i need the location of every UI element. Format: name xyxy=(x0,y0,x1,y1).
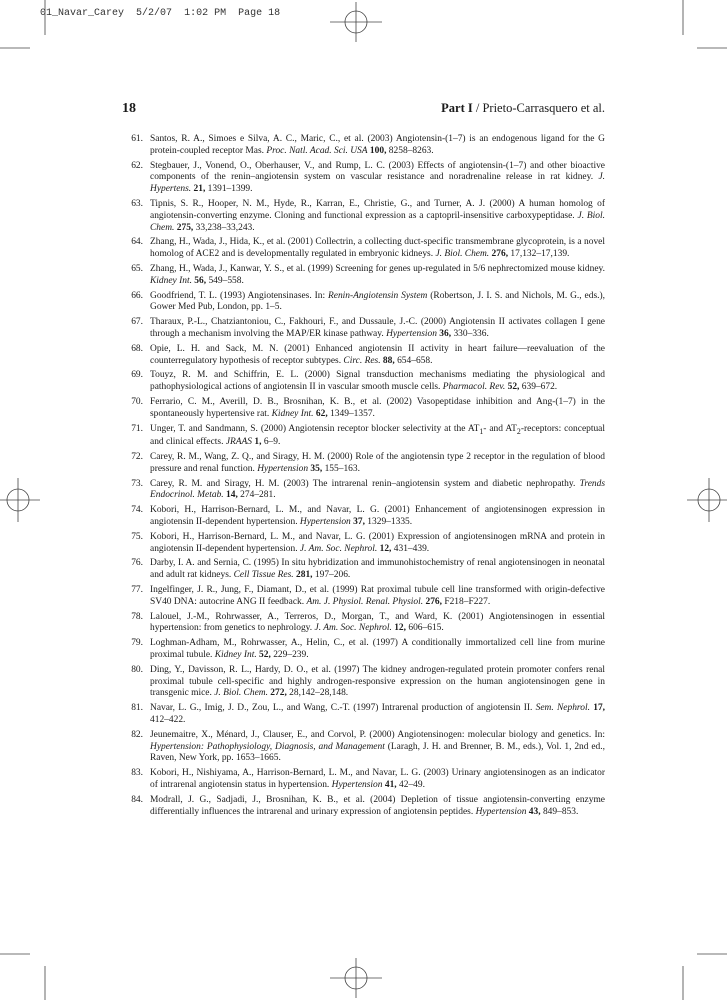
reference-item xyxy=(122,558,605,582)
reference-fragment: Lalouel, J.-M., Rohrwasser, A., Terreros, D., Morgan, T., and Ward, K. (2001) Angiotensinogen in essential hypertension: from genetics to nephrology. xyxy=(150,611,605,634)
reference-item xyxy=(122,424,605,449)
reference-fragment: Goodfriend, T. L. (1993) Angiotensinases. In: xyxy=(150,290,328,301)
reference-item xyxy=(122,612,605,636)
reference-fragment: Carey, R. M. and Siragy, H. M. (2003) The intrarenal renin–angiotensin system and diabetic nephropathy. xyxy=(150,478,580,489)
reference-item xyxy=(122,532,605,556)
reference-text xyxy=(150,370,605,394)
volume-number: 100, xyxy=(369,145,387,156)
journal-title: Hypertension xyxy=(299,517,351,527)
reference-number: 80. xyxy=(131,664,143,675)
reference-number: 73. xyxy=(131,478,143,489)
journal-title: Kidney Int. xyxy=(150,275,192,286)
reference-fragment: 197–206. xyxy=(312,570,351,581)
reference-item xyxy=(122,161,605,196)
journal-title: Am. J. Physiol. Renal. Physiol. xyxy=(306,596,424,607)
reference-fragment: Navar, L. G., Imig, J. D., Zou, L., and Wang, C.-T. (1997) Intrarenal production of angiotensin II. xyxy=(150,703,536,714)
volume-number: 37, xyxy=(353,517,365,527)
registration-mark-right xyxy=(687,478,727,522)
reference-fragment: Tipnis, S. R., Hooper, N. M., Hyde, R., Karran, E., Christie, G., and Turner, A. J. (2000) A human homolog of angiotensin-converting enzyme. Cloning and functional expression as a captopril-insensitive carboxypeptidase. xyxy=(150,198,605,221)
reference-number: 71. xyxy=(131,423,143,434)
reference-fragment: Modrall, J. G., Sadjadi, J., Brosnihan, K. B., et al. (2004) Depletion of tissue angiotensin-converting enzyme differentially influences the intrarenal and urinary expression of angiotensin peptides. xyxy=(150,794,605,817)
reference-text xyxy=(150,452,605,476)
reference-item xyxy=(122,585,605,609)
reference-text xyxy=(150,638,605,662)
reference-item xyxy=(122,134,605,158)
reference-fragment: Carey, R. M., Wang, Z. Q., and Siragy, H. M. (2000) Role of the angiotensin type 2 receptor in the regulation of blood pressure and renal function. xyxy=(150,452,605,474)
reference-text xyxy=(150,237,605,261)
reference-text xyxy=(150,344,605,368)
reference-fragment: Ding, Y., Davisson, R. L., Hardy, D. O., et al. (1997) The kidney androgen-regulated protein promoter confers renal proximal tubule cell-specific and highly androgen-responsive expression on the human angiotensinogen gene in transgenic mice. xyxy=(150,664,605,699)
reference-fragment: Santos, R. A., Simoes e Silva, A. C., Maric, C., et al. (2003) Angiotensin-(1–7) is an endogenous ligand for the G protein-coupled receptor Mas. xyxy=(150,134,605,156)
reference-text xyxy=(150,768,605,792)
journal-title: Pharmacol. Rev. xyxy=(442,382,506,393)
reference-fragment: Unger, T. and Sandmann, S. (2000) Angiotensin receptor blocker selectivity at the AT xyxy=(150,423,480,434)
reference-text xyxy=(150,134,605,158)
registration-mark-left xyxy=(0,478,40,522)
reference-item xyxy=(122,505,605,529)
reference-number: 74. xyxy=(131,505,143,516)
reference-fragment: Stegbauer, J., Vonend, O., Oberhauser, V., and Rump, L. C. (2003) Effects of angiotensin-(1–7) and other bioactive components of the renin–angiotensin system on vascular resistance and noradrenaline release in rat kidney. xyxy=(150,160,605,183)
reference-fragment: 33,238–33,243. xyxy=(193,222,255,233)
journal-title: Hypertension xyxy=(331,779,383,790)
reference-text xyxy=(150,317,605,341)
reference-item xyxy=(122,730,605,765)
reference-item xyxy=(122,199,605,234)
reference-fragment: Ferrario, C. M., Averill, D. B., Brosnihan, K. B., et al. (2002) Vasopeptidase inhibition and Ang-(1–7) in the spontaneously hypertensive rat. xyxy=(150,396,605,419)
reference-number: 78. xyxy=(131,611,143,622)
journal-title: J. Biol. Chem. xyxy=(214,688,268,699)
reference-text xyxy=(150,161,605,196)
journal-title: Hypertension xyxy=(386,328,437,339)
reference-item xyxy=(122,703,605,727)
volume-number: 52, xyxy=(507,382,520,393)
reference-item xyxy=(122,479,605,503)
reference-number: 75. xyxy=(131,531,143,542)
slug-date: 5/2/07 xyxy=(136,8,173,19)
reference-item xyxy=(122,264,605,288)
reference-fragment: 6–9. xyxy=(261,437,281,448)
reference-item xyxy=(122,795,605,819)
reference-fragment: 2 xyxy=(516,426,521,436)
volume-number: 21, xyxy=(193,184,206,195)
reference-fragment: Ingelfinger, J. R., Jung, F., Diamant, D., et al. (1999) Rat proximal tubule cell line transformed with origin-defective SV40 DNA: autocrine ANG II feedback. xyxy=(150,584,605,607)
reference-number: 68. xyxy=(131,343,143,354)
reference-item xyxy=(122,665,605,700)
reference-item xyxy=(122,370,605,394)
reference-text xyxy=(150,730,605,765)
reference-fragment: Touyz, R. M. and Schiffrin, E. L. (2000) Signal transduction mechanisms mediating the physiological and pathophysiological actions of angiotensin II in vascular smooth muscle cells. xyxy=(150,370,605,393)
volume-number: 12, xyxy=(394,623,406,634)
registration-mark-bottom xyxy=(330,958,382,998)
reference-text xyxy=(150,558,605,582)
reference-item xyxy=(122,317,605,341)
volume-number: 62, xyxy=(315,408,328,419)
reference-fragment: 330–336. xyxy=(451,328,489,339)
reference-fragment: 849–853. xyxy=(540,806,579,817)
journal-title: Hypertension: Pathophysiology, Diagnosis, and Management xyxy=(150,741,385,752)
journal-title: J. Biol. Chem. xyxy=(150,210,605,233)
journal-title: Circ. Res. xyxy=(343,355,381,366)
reference-number: 79. xyxy=(131,638,143,649)
volume-number: 275, xyxy=(176,222,194,233)
journal-title: J. Biol. Chem. xyxy=(435,249,490,260)
reference-number: 81. xyxy=(131,703,143,714)
journal-title: J. Hypertens. xyxy=(150,172,605,195)
volume-number: 281, xyxy=(296,570,313,581)
volume-number: 35, xyxy=(310,463,323,474)
reference-fragment: 28,142–28,148. xyxy=(286,688,349,699)
running-title: Part I / Prieto-Carrasquero et al. xyxy=(441,101,605,115)
journal-title: Renin-Angiotensin System xyxy=(328,290,428,301)
reference-number: 84. xyxy=(131,794,143,805)
reference-text xyxy=(150,199,605,234)
reference-fragment: Zhang, H., Wada, J., Kanwar, Y. S., et al. (1999) Screening for genes up-regulated in 5/6 nephrectomized mouse kidney. xyxy=(150,263,605,274)
reference-fragment: 606–615. xyxy=(406,623,444,634)
reference-item xyxy=(122,291,605,315)
reference-fragment: Kobori, H., Harrison-Bernard, L. M., and Navar, L. G. (2001) Enhancement of angiotensinogen expression in angiotensin II-dependent hypertension. xyxy=(150,505,605,527)
slug-file: 01_Navar_Carey xyxy=(40,8,125,19)
reference-text xyxy=(150,505,605,529)
journal-title: Sem. Nephrol. xyxy=(535,703,590,714)
reference-number: 61. xyxy=(131,134,143,144)
reference-fragment: 1 xyxy=(479,426,484,436)
reference-text xyxy=(150,795,605,819)
reference-text xyxy=(150,291,605,315)
reference-fragment: Kobori, H., Harrison-Bernard, L. M., and Navar, L. G. (2001) Expression of angiotensinogen mRNA and protein in angiotensin II-dependent hypertension. xyxy=(150,531,605,554)
reference-text xyxy=(150,665,605,700)
reference-text xyxy=(150,479,605,503)
reference-number: 67. xyxy=(131,317,143,328)
reference-fragment: F218–F227. xyxy=(441,596,491,607)
reference-number: 62. xyxy=(131,160,143,171)
journal-title: J. Am. Soc. Nephrol. xyxy=(314,623,392,634)
reference-fragment: 8258–8263. xyxy=(386,145,434,156)
reference-fragment: 412–422. xyxy=(150,714,186,725)
reference-text xyxy=(150,703,605,727)
reference-number: 70. xyxy=(131,396,143,407)
reference-item xyxy=(122,237,605,261)
journal-title: Kidney Int. xyxy=(214,649,257,660)
volume-number: 41, xyxy=(384,779,397,790)
volume-number: 17, xyxy=(593,703,606,714)
reference-fragment: Jeunemaitre, X., Ménard, J., Clauser, E., and Corvol, P. (2000) Angiotensinogen: molecular biology and genetics. In: xyxy=(150,729,605,740)
reference-fragment: 549–558. xyxy=(206,275,244,286)
running-header xyxy=(122,101,605,117)
journal-title: J. Am. Soc. Nephrol. xyxy=(299,543,378,554)
reference-fragment: 431–439. xyxy=(391,543,430,554)
reference-fragment: 1349–1357. xyxy=(327,408,375,419)
reference-fragment: Kobori, H., Nishiyama, A., Harrison-Bernard, L. M., and Navar, L. G. (2003) Urinary angiotensinogen as an indicator of intrarenal angiotensin status in hypertension. xyxy=(150,768,605,790)
volume-number: 1, xyxy=(254,437,262,448)
journal-title: Hypertension xyxy=(475,806,527,817)
volume-number: 272, xyxy=(270,688,287,699)
volume-number: 14, xyxy=(226,490,238,501)
journal-title: Hypertension xyxy=(257,463,309,474)
volume-number: 12, xyxy=(379,543,392,554)
printer-slug xyxy=(40,8,280,19)
journal-title: Proc. Natl. Acad. Sci. USA xyxy=(266,145,368,156)
reference-fragment: 639–672. xyxy=(519,382,558,393)
volume-number: 276, xyxy=(425,596,442,607)
reference-text xyxy=(150,585,605,609)
reference-fragment: (Laragh, J. H. and Brenner, B. M., eds.), Vol. 1, 2nd ed., Raven, New York, pp. 1653–1665. xyxy=(150,741,605,764)
page-number: 18 xyxy=(122,101,136,116)
reference-text xyxy=(150,264,605,288)
reference-fragment: 229–239. xyxy=(270,649,309,660)
part-label: Part I xyxy=(441,101,473,115)
reference-text xyxy=(150,397,605,421)
reference-item xyxy=(122,452,605,476)
volume-number: 36, xyxy=(439,328,452,339)
reference-item xyxy=(122,397,605,421)
reference-fragment: 17,132–17,139. xyxy=(508,249,570,260)
journal-title: Kidney Int. xyxy=(271,408,314,419)
reference-number: 64. xyxy=(131,237,143,248)
reference-fragment: 1329–1335. xyxy=(364,517,413,527)
reference-item xyxy=(122,344,605,368)
reference-item xyxy=(122,768,605,792)
reference-number: 76. xyxy=(131,558,143,569)
journal-title: Cell Tissue Res. xyxy=(233,570,294,581)
reference-fragment: Darby, I. A. and Sernia, C. (1995) In situ hybridization and immunohistochemistry of renal angiotensinogen in neonatal and adult rat kidneys. xyxy=(150,558,605,581)
reference-number: 77. xyxy=(131,584,143,595)
reference-fragment: 654–658. xyxy=(394,355,433,366)
reference-fragment: Tharaux, P.-L., Chatziantoniou, C., Fakhouri, F., and Dussaule, J.-C. (2000) Angiotensin II activates collagen I gene through a mechanism involving the MAP/ER kinase pathway. xyxy=(150,317,605,339)
volume-number: 88, xyxy=(382,355,395,366)
reference-fragment: 274–281. xyxy=(237,490,276,501)
journal-title: JRAAS xyxy=(225,437,253,448)
slug-page: Page 18 xyxy=(238,8,281,19)
journal-title: Trends Endocrinol. Metab. xyxy=(150,478,605,501)
reference-fragment: 42–49. xyxy=(396,779,425,790)
registration-mark-top xyxy=(330,2,382,42)
reference-fragment: Zhang, H., Wada, J., Hida, K., et al. (2001) Collectrin, a collecting duct-specific transmembrane glycoprotein, is a novel homolog of ACE2 and is developmentally regulated in embryonic kidneys. xyxy=(150,237,605,260)
reference-number: 63. xyxy=(131,198,143,209)
reference-text xyxy=(150,532,605,556)
slug-time: 1:02 PM xyxy=(184,8,227,19)
volume-number: 276, xyxy=(491,249,509,260)
reference-number: 82. xyxy=(131,729,143,740)
reference-list xyxy=(122,134,605,821)
reference-number: 72. xyxy=(131,452,143,463)
reference-number: 65. xyxy=(131,263,143,274)
reference-fragment: 155–163. xyxy=(322,463,360,474)
reference-fragment: (Robertson, J. I. S. and Nichols, M. G., eds.), Gower Med Pub, London, pp. 1–5. xyxy=(150,290,605,313)
reference-fragment: -receptors: conceptual and clinical effects. xyxy=(150,423,605,448)
reference-fragment: - and AT xyxy=(483,423,517,434)
reference-text xyxy=(150,424,605,449)
reference-text xyxy=(150,612,605,636)
reference-number: 69. xyxy=(131,370,143,381)
reference-number: 66. xyxy=(131,290,143,301)
volume-number: 56, xyxy=(194,275,207,286)
reference-number: 83. xyxy=(131,768,143,779)
reference-fragment: Loghman-Adham, M., Rohrwasser, A., Helin, C., et al. (1997) A conditionally immortalized cell line from murine proximal tubule. xyxy=(150,638,605,660)
reference-fragment: Opie, L. H. and Sack, M. N. (2001) Enhanced angiotensin II activity in heart failure—reevaluation of the counterregulatory hypothesis of receptor subtypes. xyxy=(150,343,605,366)
reference-fragment: 1391–1399. xyxy=(205,184,253,195)
volume-number: 43, xyxy=(528,806,541,817)
volume-number: 52, xyxy=(259,649,271,660)
reference-item xyxy=(122,638,605,662)
running-authors: Prieto-Carrasquero et al. xyxy=(482,101,605,115)
